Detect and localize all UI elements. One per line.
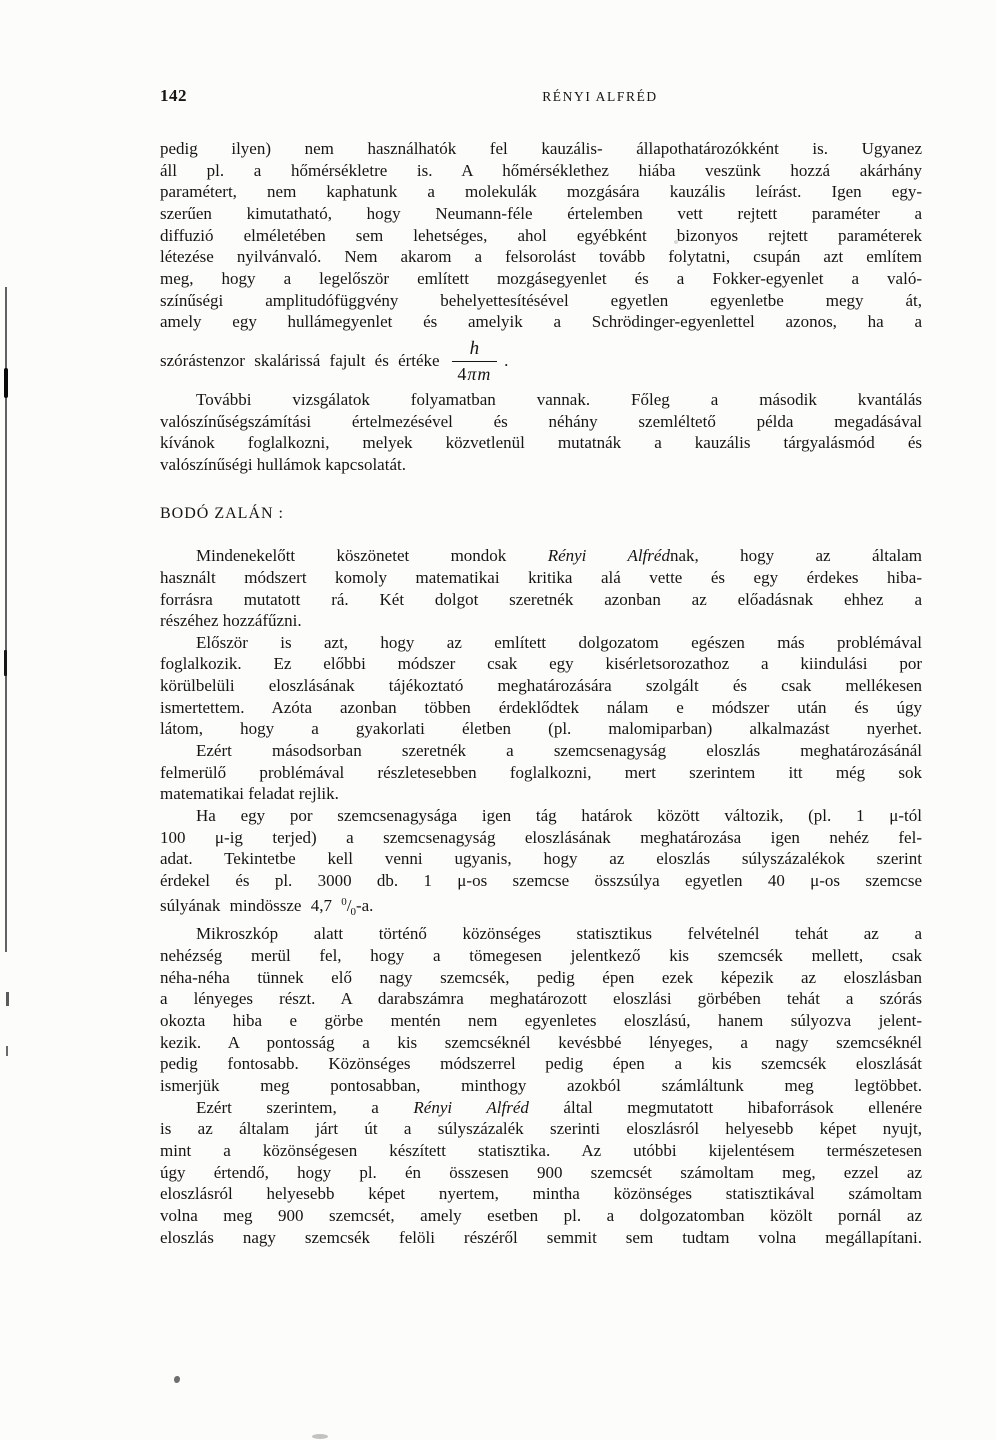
text-line: kívánok foglalkozni, melyek közvetlenül mutatnák a kauzális tárgyalásmód és (160, 433, 922, 453)
text-line: Ezért szerintem, a Rényi Alfréd által megmutatott hibaforrások ellenére (196, 1097, 922, 1117)
text-line: adat. Tekintetbe kell venni ugyanis, hogy az eloszlás súlyszázalékok szerint (160, 849, 922, 869)
text-line: forrásra mutatott rá. Két dolgot szeretnék azonban az előadásnak ehhez a (160, 589, 922, 609)
text-line: Először is azt, hogy az említett dolgozatom egészen más problémával (196, 632, 922, 652)
text-line: eloszlásról helyesebb képet nyertem, mintha közönséges statisztikával számoltam (160, 1184, 922, 1204)
paragraph (160, 740, 922, 805)
scan-artifact-speck (312, 1434, 328, 1439)
text-line: pedig fontosabb. Közönséges módszerrel pedig épen a kis szemcsék eloszlását (160, 1054, 922, 1074)
text-line: paramétert, nem kaphatunk a molekulák mozgására kauzális leírást. Igen egy- (160, 182, 922, 202)
text-line: látom, hogy a gyakorlati életben (pl. malomiparban) alkalmazást nyerhet. (160, 719, 922, 739)
text-line: Mindenekelőtt köszönetet mondok Rényi Alfrédnak, hogy az általam (196, 546, 922, 566)
text-line: eloszlás nagy szemcsék felöli részéről semmit sem tudtam volna megállapítani. (160, 1227, 922, 1247)
text-line: úgy értendő, hogy pl. én összesen 900 szemcsét számoltam meg, ezzel az (160, 1162, 922, 1182)
text-line-percent: súlyának mindössze 4,7 $^0/_0-a$. (160, 895, 374, 918)
text-line: létezése nyilvánvaló. Nem akarom a felsorolást tovább folytatni, csupán azt említem (160, 247, 922, 267)
text-line: felmerülő problémával részletesebben foglalkozni, mert szerintem itt még sok (160, 762, 922, 782)
fraction-denominator: 4πm (457, 363, 492, 384)
text-line: néha-néha tünnek elő nagy szemcsék, pedig épen ezek képezik az eloszlásban (160, 967, 922, 987)
scan-artifact-mark (6, 992, 9, 1006)
text-line: 100 μ-ig terjed) a szemcsenagyság eloszlásának meghatározása igen nehéz fel- (160, 827, 922, 847)
formula-line (160, 333, 922, 389)
text-line: is az általam járt út a súlyszázalék szerinti eloszlásról helyesebb képet nyujt, (160, 1119, 922, 1139)
fraction-h-over-4pim (452, 339, 498, 383)
paragraph (160, 389, 922, 476)
italic-name: Rényi Alfréd (413, 1097, 529, 1117)
text-line: áll pl. a hőmérsékletre is. A hőmérséklethez hiába veszünk hozzá akárhány (160, 160, 922, 180)
text-line: okozta hiba e görbe mentén nem egyenletes eloszlású, hanem súlyozva jelent- (160, 1010, 922, 1030)
running-header-title: RÉNYI ALFRÉD (542, 89, 658, 104)
text-line: szerűen kimutatható, hogy Neumann-féle értelemben vett rejtett paraméter a (160, 203, 922, 223)
text-line: valószínűségi hullámok kapcsolatát. (160, 454, 406, 474)
text-line: foglalkozik. Ez előbbi módszer csak egy kisérletsorozathoz a kiindulási por (160, 654, 922, 674)
text-line: diffuzió elméletében sem lehetséges, ahol egyébként bizonyos rejtett paraméterek (160, 225, 922, 245)
text-line: kezik. A pontosság a kis szemcséknél kevésbbé lényeges, a nagy szemcséknél (160, 1032, 922, 1052)
text-line: amely egy hullámegyenlet és amelyik a Schrödinger-egyenlettel azonos, ha a (160, 312, 922, 332)
text-line: használt módszert komoly matematikai kritika alá vette és egy érdekes hiba- (160, 567, 922, 587)
percent-subscript-zero: 0 (350, 905, 356, 918)
running-head (160, 86, 922, 108)
text-line: volna meg 900 szemcsét, amely esetben pl. a dolgozatomban közölt pornál az (160, 1205, 922, 1225)
scan-artifact-blob (4, 650, 7, 676)
scan-artifact-blob (4, 368, 8, 398)
paragraph (160, 632, 922, 740)
text-line: a lényeges részt. A darabszámra meghatározott eloszlási görbében tehát a szórás (160, 989, 922, 1009)
text-line: körülbelüli eloszlásának tájékoztató meghatározására szolgált és csak mellékesen (160, 676, 922, 696)
text-column (160, 138, 922, 1248)
text-line: Ha egy por szemcsenagysága igen tág határok között változik, (pl. 1 μ-tól (196, 806, 922, 826)
paragraph (160, 805, 922, 923)
paragraph (160, 1097, 922, 1249)
formula-lead-text: szórástenzor skalárissá fajult és értéke (160, 351, 440, 371)
text-line: ismertettem. Azóta azonban többen érdeklődtek nálam e módszer után és úgy (160, 697, 922, 717)
formula-period: . (504, 351, 509, 371)
paragraph (160, 545, 922, 632)
percent-superscript-zero: 0 (341, 895, 347, 908)
page-number: 142 (160, 86, 187, 105)
scan-artifact-speck (174, 1376, 180, 1383)
text-line: színűségi amplitudófüggvény behelyettesítésével egyetlen egyenletbe megy át, (160, 290, 922, 310)
text-line: meg, hogy a legelőször említett mozgásegyenlet és a Fokker-egyenlet a való- (160, 268, 922, 288)
text-line: További vizsgálatok folyamatban vannak. Főleg a második kvantálás (196, 389, 922, 409)
text-line: matematikai feladat rejlik. (160, 784, 339, 804)
italic-name: Rényi Alfréd (547, 546, 670, 566)
text-line: részéhez hozzáfűzni. (160, 611, 302, 631)
text-line: Ezért másodsorban szeretnék a szemcsenagyság eloszlás meghatározásánál (196, 741, 922, 761)
text-line: mint a közönségesen készített statisztika. Az utóbbi kijelentésem természetesen (160, 1140, 922, 1160)
fraction-numerator: h (452, 339, 498, 362)
text-line: Mikroszkóp alatt történő közönséges statisztikus felvételnél tehát az a (196, 924, 922, 944)
paragraph (160, 923, 922, 1096)
text-line: valószínűségszámítási értelmezésével és néhány szemléltető példa megadásával (160, 411, 922, 431)
text-line: érdekel és pl. 3000 db. 1 μ-os szemcse összsúlya egyetlen 40 μ-os szemcse (160, 871, 922, 891)
scan-artifact-mark (6, 1046, 8, 1056)
paragraph (160, 138, 922, 389)
text-line: pedig ilyen) nem használhatók fel kauzális- állapothatározókként is. Ugyanez (160, 139, 922, 158)
section-heading-speaker: BODÓ ZALÁN : (160, 504, 284, 522)
text-line: ismerjük meg pontosabban, minthogy azokból számláltunk meg legtöbbet. (160, 1075, 922, 1095)
text-line: nehézség merül fel, hogy a tömegesen jelentkező kis szemcsék mellett, csak (160, 946, 922, 965)
